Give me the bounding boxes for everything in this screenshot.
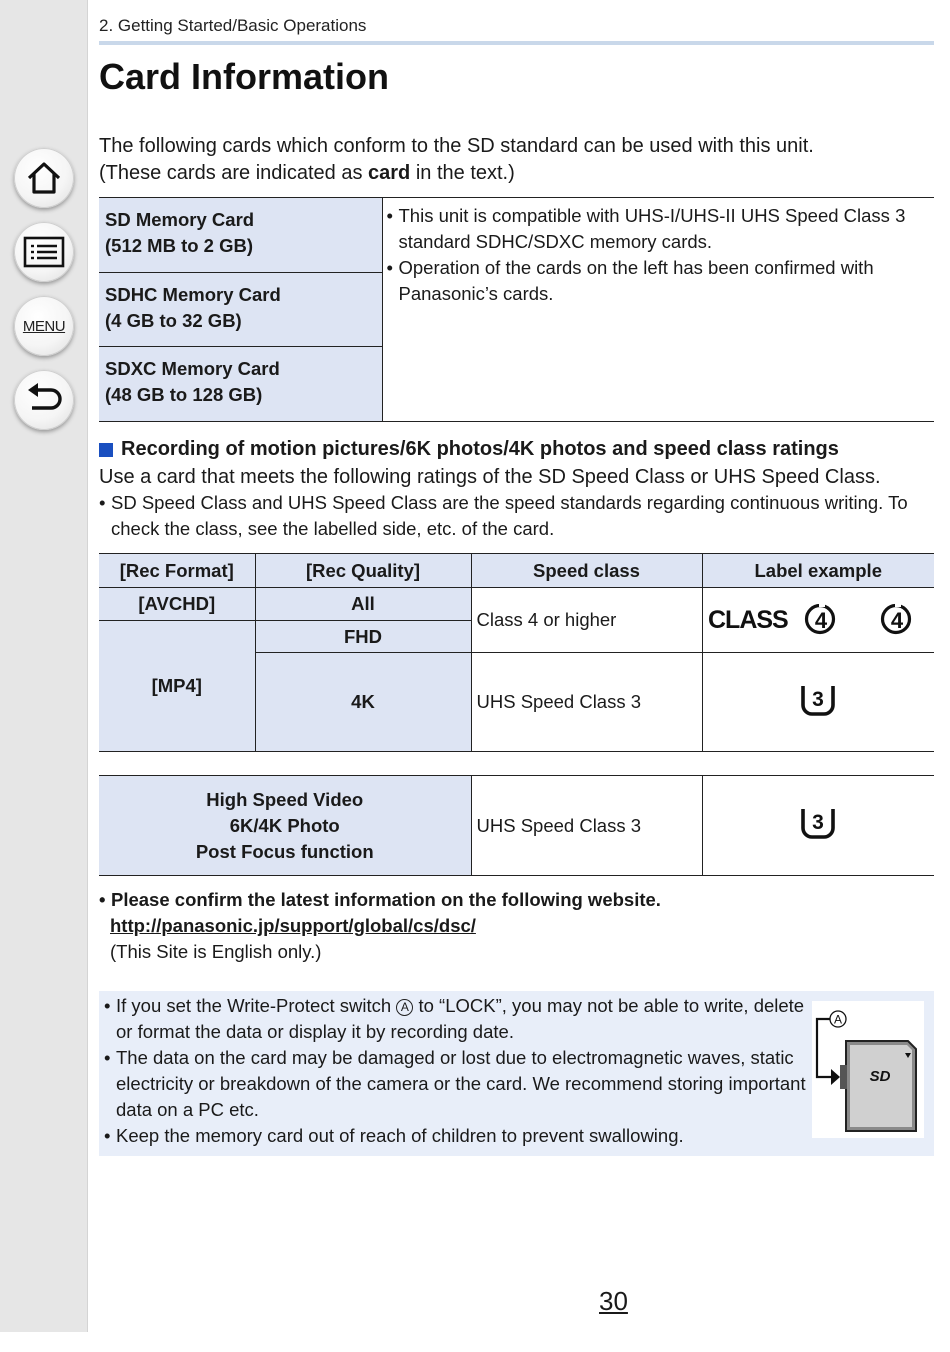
list-item: • If you set the Write-Protect switch A to “LOCK”, you may not be able to write, delete or format the data or display it by recording date. xyxy=(104,995,805,1042)
square-bullet-icon xyxy=(99,443,113,457)
col-label-example: Label example xyxy=(702,554,934,588)
diagram-marker-a: A xyxy=(833,1012,843,1027)
card-range: (48 GB to 128 GB) xyxy=(105,384,263,405)
recording-bullet: • SD Speed Class and UHS Speed Class are the speed standards regarding continuous writing. To check the class, see the labelled side, etc. of the card. xyxy=(99,490,934,542)
uhs-3-logo xyxy=(800,683,836,717)
class-4-logo xyxy=(708,596,928,640)
intro-line-2-bold: card xyxy=(368,162,411,184)
cell-high-speed-modes xyxy=(99,776,471,876)
sd-card-diagram xyxy=(812,1001,924,1138)
page-number: 30 xyxy=(599,1286,628,1316)
note-2: The data on the card may be damaged or lost due to electromagnetic waves, static electricity or breakdown of the camera or the card. We recommend storing important data on a PC etc. xyxy=(116,1047,806,1120)
note-1-pre: If you set the Write-Protect switch xyxy=(116,995,397,1016)
page-title: Card Information xyxy=(99,56,390,97)
col-rec-quality: [Rec Quality] xyxy=(255,554,471,588)
back-arrow-icon xyxy=(24,380,64,420)
corner-bg xyxy=(0,1332,88,1352)
list-item: • The data on the card may be damaged or lost due to electromagnetic waves, static electricity or breakdown of the camera or the card. We recommend storing important data on a PC etc. xyxy=(104,1045,809,1123)
menu-icon: MENU xyxy=(22,317,66,335)
mode-high-speed-video: High Speed Video xyxy=(206,788,364,810)
sd-logo: SD xyxy=(869,1068,891,1085)
table-row xyxy=(99,776,934,876)
card-type-cell xyxy=(99,198,382,273)
support-link[interactable]: http://panasonic.jp/support/global/cs/dsc/ xyxy=(110,915,476,936)
card-range: (4 GB to 32 GB) xyxy=(105,309,242,331)
list-item: • This unit is compatible with UHS-I/UHS-II UHS Speed Class 3 standard SDHC/SDXC memory cards. xyxy=(387,203,931,255)
mode-6k-4k-photo: 6K/4K Photo xyxy=(229,814,340,836)
cell-class4-label xyxy=(702,588,934,653)
cell-hs-speed: UHS Speed Class 3 xyxy=(471,776,702,876)
speed-class-table xyxy=(99,553,934,752)
confirm-bullet: • Please confirm the latest information on the following website. xyxy=(99,887,661,913)
class-icon-number: 4 xyxy=(891,607,904,633)
card-types-table xyxy=(99,197,934,422)
marker-a-icon: A xyxy=(396,999,413,1016)
mode-post-focus: Post Focus function xyxy=(195,840,374,862)
intro-line-1: The following cards which conform to the SD standard can be used with this unit. xyxy=(99,135,814,157)
card-name: SD Memory Card xyxy=(105,209,255,230)
cell-uhs3: UHS Speed Class 3 xyxy=(471,653,702,752)
contents-list-icon xyxy=(23,235,65,269)
notes-box xyxy=(99,991,934,1156)
sd-card-icon xyxy=(812,1001,924,1138)
breadcrumb: 2. Getting Started/Basic Operations xyxy=(99,16,367,35)
english-only-note: (This Site is English only.) xyxy=(110,941,322,962)
menu-button[interactable] xyxy=(14,296,74,356)
card-note-2: Operation of the cards on the left has been confirmed with Panasonic’s cards. xyxy=(398,257,874,304)
recording-line: Use a card that meets the following ratings of the SD Speed Class or UHS Speed Class. xyxy=(99,466,881,488)
uhs-logo-number: 3 xyxy=(812,811,825,834)
recording-heading-text: Recording of motion pictures/6K photos/4K photos and speed class ratings xyxy=(121,438,839,460)
card-type-cell xyxy=(99,272,382,347)
home-button[interactable] xyxy=(14,148,74,208)
cell-fhd: FHD xyxy=(255,621,471,653)
intro-line-2-post: in the text.) xyxy=(410,162,515,184)
back-button[interactable] xyxy=(14,370,74,430)
cell-class4: Class 4 or higher xyxy=(471,588,702,653)
table-header-row xyxy=(99,554,934,588)
card-type-cell xyxy=(99,347,382,422)
recording-heading xyxy=(99,438,839,461)
intro-line-2 xyxy=(99,160,814,187)
card-range: (512 MB to 2 GB) xyxy=(105,235,254,256)
notes-list xyxy=(104,993,809,1149)
confirm-block xyxy=(99,887,661,965)
recording-bullet-text: SD Speed Class and UHS Speed Class are the speed standards regarding continuous writing. To check the class, see the labelled side, etc. of the card. xyxy=(111,492,908,539)
col-speed-class: Speed class xyxy=(471,554,702,588)
home-icon xyxy=(24,158,64,198)
class-logo-number: 4 xyxy=(815,607,828,633)
cell-4k: 4K xyxy=(255,653,471,752)
uhs-logo-number: 3 xyxy=(812,687,825,711)
note-3: Keep the memory card out of reach of children to prevent swallowing. xyxy=(116,1125,684,1146)
header-rule xyxy=(99,41,934,45)
intro-text xyxy=(99,133,814,187)
cell-all: All xyxy=(255,588,471,621)
card-name: SDXC Memory Card xyxy=(105,358,280,379)
note-1-post: to “LOCK”, you may not be able to write, delete or format the data or display it by recording date. xyxy=(116,995,805,1042)
card-name: SDHC Memory Card xyxy=(105,283,281,305)
cell-uhs3-label xyxy=(702,653,934,752)
col-rec-format: [Rec Format] xyxy=(99,554,255,588)
class-logo-text: CLASS xyxy=(708,605,788,634)
card-note-1: This unit is compatible with UHS-I/UHS-II UHS Speed Class 3 standard SDHC/SDXC memory cards. xyxy=(398,205,906,252)
cell-avchd: [AVCHD] xyxy=(99,588,255,621)
intro-line-2-pre: (These cards are indicated as xyxy=(99,162,369,184)
uhs-3-logo xyxy=(800,806,836,840)
contents-button[interactable] xyxy=(14,222,74,282)
table-row xyxy=(99,198,934,273)
table-row xyxy=(99,588,934,621)
cell-hs-label xyxy=(702,776,934,876)
card-notes-cell xyxy=(382,198,934,422)
cell-mp4: [MP4] xyxy=(99,621,255,752)
list-item: • Operation of the cards on the left has been confirmed with Panasonic’s cards. xyxy=(387,255,931,307)
list-item: • Keep the memory card out of reach of children to prevent swallowing. xyxy=(104,1123,809,1149)
high-speed-table xyxy=(99,775,934,876)
sidebar xyxy=(0,0,88,1332)
confirm-text: Please confirm the latest information on the following website. xyxy=(111,889,661,910)
